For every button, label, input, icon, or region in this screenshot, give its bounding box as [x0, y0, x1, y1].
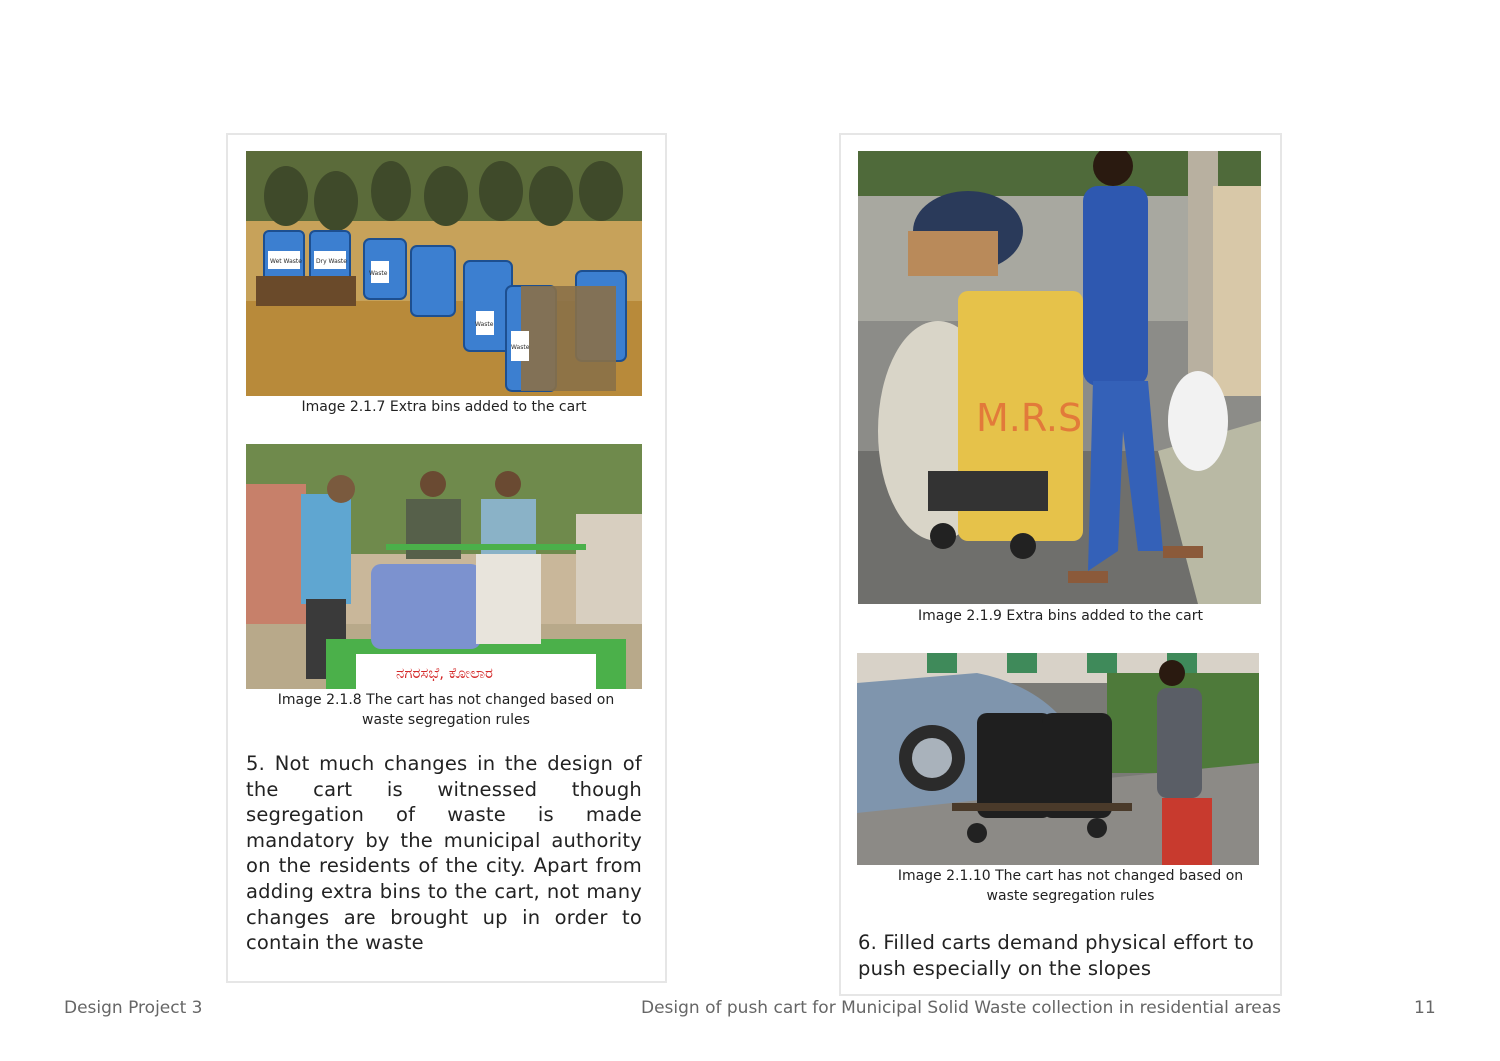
bin-label-4: Waste	[475, 321, 494, 328]
caption-image-2-1-10	[888, 866, 1253, 906]
caption-line-2: waste segregation rules	[986, 888, 1155, 904]
footer-document-title: Design of push cart for Municipal Solid Waste collection in residential areas	[641, 998, 1282, 1018]
bin-label-dry: Dry Waste	[316, 258, 347, 265]
photo-cart-unchanged	[246, 444, 642, 689]
caption-image-2-1-8	[246, 690, 646, 730]
paragraph-point-6: 6. Filled carts demand physical effort to push especially on the slopes	[858, 931, 1254, 980]
caption-image-2-1-9: Image 2.1.9 Extra bins added to the cart	[918, 608, 1203, 624]
caption-line-1: Image 2.1.10 The cart has not changed based on	[897, 868, 1244, 884]
page-number: 11	[1414, 998, 1436, 1018]
caption-line-1: Image 2.1.8 The cart has not changed based on	[277, 692, 615, 708]
caption-line-2: waste segregation rules	[362, 712, 530, 728]
bin-label-5: Waste	[511, 344, 530, 351]
photo-extra-bins-cart	[246, 151, 642, 396]
bin-label-wet: Wet Waste	[270, 258, 302, 265]
paragraph-point-5: 5. Not much changes in the design of the cart is witnessed though segregation of waste is made mandatory by the municipal authority on the residents of the city. Apart from adding extra bins to the cart, not many changes are brought up in order to contain the waste	[246, 752, 642, 955]
photo-worker-pushing-cart	[858, 151, 1261, 604]
caption-image-2-1-7: Image 2.1.7 Extra bins added to the cart	[301, 399, 587, 415]
bin-label-3: Waste	[369, 270, 388, 277]
sack-brand-text: M.R.S	[976, 396, 1083, 440]
cart-sign-text: ನಗರಸಭೆ, ಕೋಲಾರ	[396, 664, 493, 682]
footer-project-name: Design Project 3	[64, 998, 203, 1018]
photo-woman-pushing-cart-slope	[857, 653, 1259, 865]
